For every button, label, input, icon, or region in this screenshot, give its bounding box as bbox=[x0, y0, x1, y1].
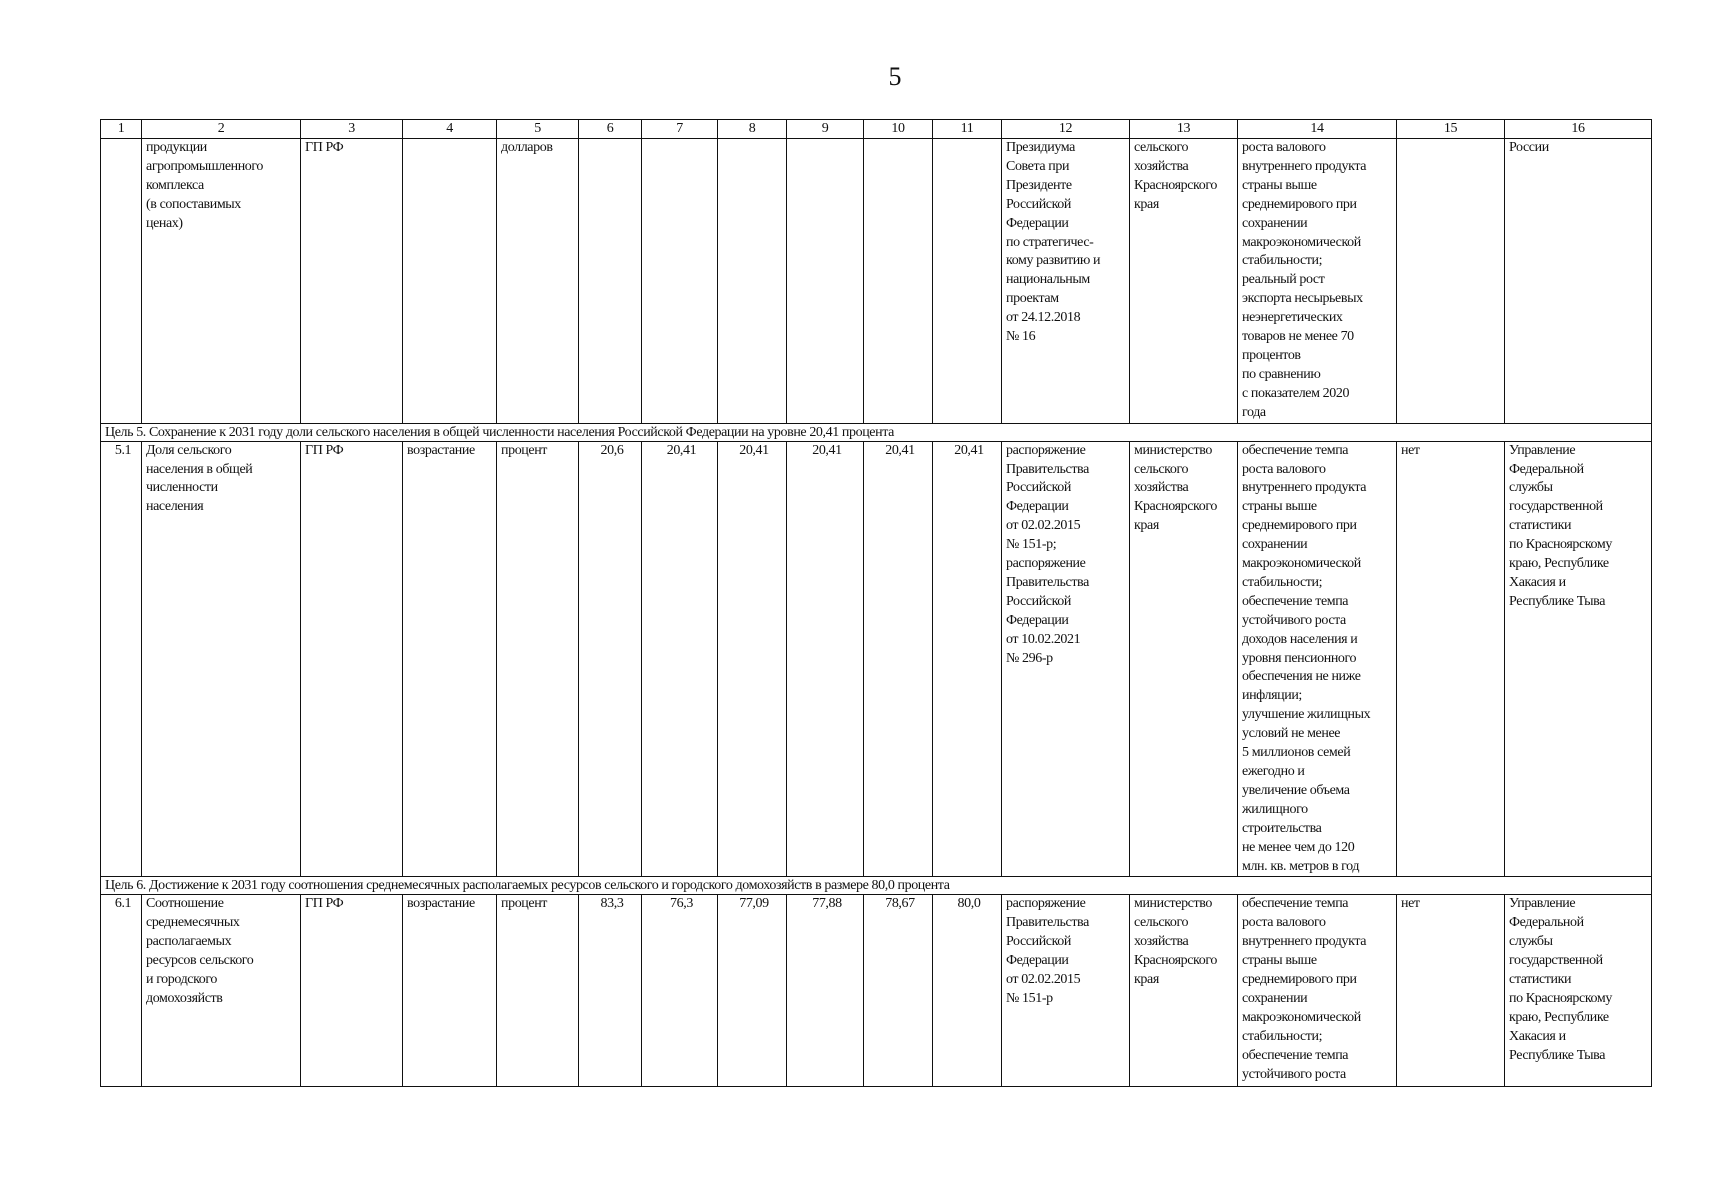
cell-col-16: Управление Федеральной службы государственной статистики по Красноярскому краю, Республике Хакасия и Республике Тыва bbox=[1505, 441, 1652, 877]
goal-5-text: Цель 5. Сохранение к 2031 году доли сельского населения в общей численности населения Российской Федерации на уровне 20,41 процента bbox=[101, 423, 1652, 441]
cell-col-6: 20,6 bbox=[579, 441, 642, 877]
column-header: 3 bbox=[301, 120, 403, 139]
column-header: 15 bbox=[1397, 120, 1505, 139]
cell-col-2: продукции агропромышленного комплекса (в сопоставимых ценах) bbox=[142, 139, 301, 424]
cell-col-13: министерство сельского хозяйства Красноярского края bbox=[1130, 441, 1238, 877]
cell-col-1: 5.1 bbox=[101, 441, 142, 877]
cell-col-10 bbox=[864, 139, 933, 424]
cell-col-12: распоряжение Правительства Российской Федерации от 02.02.2015 № 151-р; распоряжение Правительства Российской Федерации от 10.02.2021 № 296-р bbox=[1002, 441, 1130, 877]
cell-col-4: возрастание bbox=[403, 441, 497, 877]
cell-col-11: 20,41 bbox=[933, 441, 1002, 877]
cell-col-8: 77,09 bbox=[718, 895, 787, 1087]
cell-col-14: обеспечение темпа роста валового внутреннего продукта страны выше среднемирового при сохранении макроэкономической стабильности; обеспечение темпа устойчивого роста bbox=[1238, 895, 1397, 1087]
table-row bbox=[101, 441, 1652, 877]
goal-6-text: Цель 6. Достижение к 2031 году соотношения среднемесячных располагаемых ресурсов сельского и городского домохозяйств в размере 80,0 процента bbox=[101, 877, 1652, 895]
cell-col-1: 6.1 bbox=[101, 895, 142, 1087]
cell-col-8: 20,41 bbox=[718, 441, 787, 877]
cell-col-12: Президиума Совета при Президенте Российской Федерации по стратегичес- кому развитию и национальным проектам от 24.12.2018 № 16 bbox=[1002, 139, 1130, 424]
cell-col-15: нет bbox=[1397, 895, 1505, 1087]
column-header: 1 bbox=[101, 120, 142, 139]
cell-col-16: России bbox=[1505, 139, 1652, 424]
column-header: 8 bbox=[718, 120, 787, 139]
cell-col-3: ГП РФ bbox=[301, 895, 403, 1087]
cell-col-5: процент bbox=[497, 895, 579, 1087]
column-header: 6 bbox=[579, 120, 642, 139]
cell-col-2: Соотношение среднемесячных располагаемых ресурсов сельского и городского домохозяйств bbox=[142, 895, 301, 1087]
cell-col-15: нет bbox=[1397, 441, 1505, 877]
cell-col-13: сельского хозяйства Красноярского края bbox=[1130, 139, 1238, 424]
indicators-table bbox=[100, 119, 1652, 1087]
cell-col-10: 20,41 bbox=[864, 441, 933, 877]
cell-col-8 bbox=[718, 139, 787, 424]
cell-col-15 bbox=[1397, 139, 1505, 424]
cell-col-4: возрастание bbox=[403, 895, 497, 1087]
column-header: 2 bbox=[142, 120, 301, 139]
cell-col-7: 76,3 bbox=[642, 895, 718, 1087]
cell-col-6 bbox=[579, 139, 642, 424]
cell-col-3: ГП РФ bbox=[301, 139, 403, 424]
cell-col-11 bbox=[933, 139, 1002, 424]
cell-col-16: Управление Федеральной службы государственной статистики по Красноярскому краю, Республике Хакасия и Республике Тыва bbox=[1505, 895, 1652, 1087]
column-header: 5 bbox=[497, 120, 579, 139]
column-header: 11 bbox=[933, 120, 1002, 139]
cell-col-7: 20,41 bbox=[642, 441, 718, 877]
cell-col-9 bbox=[787, 139, 864, 424]
cell-col-7 bbox=[642, 139, 718, 424]
column-header: 13 bbox=[1130, 120, 1238, 139]
column-header: 4 bbox=[403, 120, 497, 139]
cell-col-5: процент bbox=[497, 441, 579, 877]
cell-col-10: 78,67 bbox=[864, 895, 933, 1087]
column-header: 7 bbox=[642, 120, 718, 139]
cell-col-14: роста валового внутреннего продукта страны выше среднемирового при сохранении макроэкономической стабильности; реальный рост экспорта несырьевых неэнергетических товаров не менее 70 процентов по сравнению с показателем 2020 года bbox=[1238, 139, 1397, 424]
goal-row bbox=[101, 423, 1652, 441]
cell-col-3: ГП РФ bbox=[301, 441, 403, 877]
cell-col-14: обеспечение темпа роста валового внутреннего продукта страны выше среднемирового при сохранении макроэкономической стабильности; обеспечение темпа устойчивого роста доходов населения и уровня пенсионного обеспечения не ниже инфляции; улучшение жилищных условий не менее 5 миллионов семей ежегодно и увеличение объема жилищного строительства не менее чем до 120 млн. кв. метров в год bbox=[1238, 441, 1397, 877]
cell-col-13: министерство сельского хозяйства Красноярского края bbox=[1130, 895, 1238, 1087]
cell-col-11: 80,0 bbox=[933, 895, 1002, 1087]
cell-col-9: 20,41 bbox=[787, 441, 864, 877]
goal-row bbox=[101, 877, 1652, 895]
cell-col-12: распоряжение Правительства Российской Федерации от 02.02.2015 № 151-р bbox=[1002, 895, 1130, 1087]
cell-col-9: 77,88 bbox=[787, 895, 864, 1087]
cell-col-4 bbox=[403, 139, 497, 424]
cell-col-6: 83,3 bbox=[579, 895, 642, 1087]
column-header: 14 bbox=[1238, 120, 1397, 139]
column-header: 16 bbox=[1505, 120, 1652, 139]
page-number: 5 bbox=[888, 62, 902, 91]
column-numbers-row bbox=[101, 120, 1652, 139]
cell-col-5: долларов bbox=[497, 139, 579, 424]
table-row bbox=[101, 139, 1652, 424]
cell-col-1 bbox=[101, 139, 142, 424]
cell-col-2: Доля сельского населения в общей численности населения bbox=[142, 441, 301, 877]
table-row bbox=[101, 895, 1652, 1087]
column-header: 10 bbox=[864, 120, 933, 139]
column-header: 9 bbox=[787, 120, 864, 139]
column-header: 12 bbox=[1002, 120, 1130, 139]
